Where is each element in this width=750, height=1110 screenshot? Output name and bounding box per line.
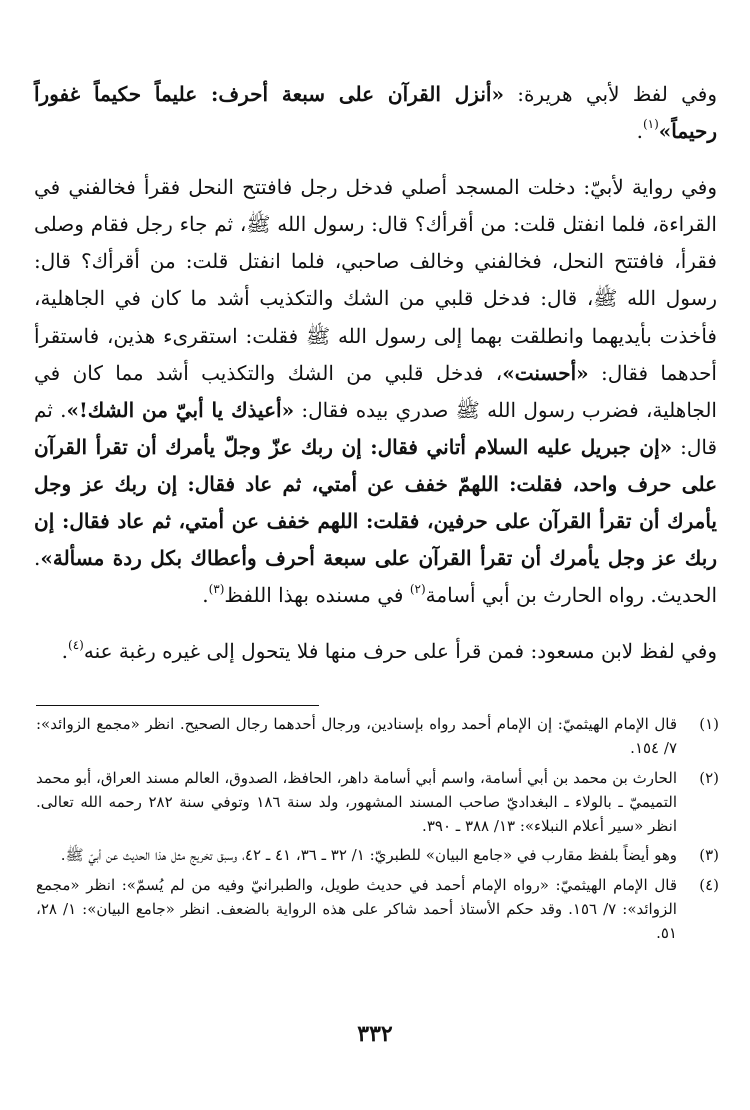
footnote-ref-3: (٣) [208,581,225,596]
footnote-ref-4: (٤) [68,637,84,652]
p2-bold-2: «أعيذك يا أبيّ من الشك!» [66,397,295,422]
footnote-number: (٤) [699,875,719,894]
footnote-1 [36,712,719,761]
footnote-number: (٣) [699,846,719,865]
footnote-text: الحارث بن محمد بن أبي أسامة، واسم أبي أسامة داهر، الحافظ، الصدوق، العالم مسند العراق، أبو محمد التميميّ ـ بالولاء ـ البغداديّ صاحب المسند المشهور، ولد سنة ١٨٦ وتوفي سنة ٢٨٢ رحمه الله تعالى. انظر «سير أعلام النبلاء»: ١٣/ ٣٨٨ ـ ٣٩٠. [36,768,677,836]
p2-text-2: ، فدخل قلبي من الشك والتكذيب أشد مما كان في الجاهلية، فضرب رسول الله ﷺ صدري بيده فقال: [34,360,717,422]
p2-text-1: وفي رواية لأبيّ: دخلت المسجد أصلي فدخل رجل فافتتح النحل فقرأ فخالفني في القراءة، فلما انفتل قلت: من أقرأك؟ قال: رسول الله ﷺ، ثم جاء رجل فقام وصلى فقرأ، فافتتح النحل، فخالفني وخالف صاحبي، فلما انفتل قلت: من أقرأك؟ قال: رسول الله ﷺ، قال: فدخل قلبي من الشك والتكذيب أشد ما كان في الجاهلية، فأخذت بأيديهما وانطلقت بهما إلى رسول الله ﷺ فقلت: استقرىء هذين، فاستقرأ أحدهما فقال: [34,175,717,385]
paragraph-abu-hurayra [34,76,717,150]
p1-lead: وفي لفظ لأبي هريرة: [503,82,718,106]
p1-tail: . [636,119,643,144]
p2-bold-3: «إن جبريل عليه السلام أتاني فقال: إن ربك عزّ وجلّ يأمرك أن تقرأ القرآن على حرف واحد، فقلت: اللهمّ خفف عن أمتي، ثم عاد فقال: إن ربك عز وجل يأمرك أن تقرأ القرآن على حرفين، فقلت: اللهم خفف عن أمتي، ثم عاد فقال: إن ربك عز وجل يأمرك أن تقرأ القرآن على سبعة أحرف وأعطاك بكل ردة مسألة» [34,434,717,571]
footnote-number: (٢) [699,768,719,787]
footnote-ref-1: (١) [642,117,659,132]
footnote-text: قال الإمام الهيثميّ: «رواه الإمام أحمد في حديث طويل، والطبرانيّ وفيه من لم يُسمّ»: انظر «مجمع الزوائد»: ٧/ ١٥٦. وقد حكم الأستاذ أحمد شاكر على هذه الرواية بالضعف. انظر «جامع البيان»: ١/ ٢٨، ٥١. [36,875,677,943]
footnotes [36,712,719,951]
page-number: ٣٣٢ [357,1021,393,1047]
p3-tail: . [61,639,69,664]
p2-text-3: . ثم قال: [34,397,718,459]
footnote-3 [36,843,719,867]
p2-text-4: . الحديث. رواه الحارث بن أبي أسامة [34,546,717,608]
p3-text: وفي لفظ لابن مسعود: فمن قرأ على حرف منها فلا يتحول إلى غيره رغبة عنه [83,639,717,664]
footnote-4 [36,873,719,946]
p2-bold-1: «أحسنت» [502,360,589,385]
footnote-2 [36,766,719,839]
paragraph-ibn-masud [34,633,717,670]
footnote-number: (١) [699,715,719,733]
footnote-text: وهو أيضاً بلفظ مقارب في «جامع البيان» للطبريّ: ١/ ٣٢ ـ ٣٦، ٤١ ـ ٤٢، وسبق تخريج مثل هذا الحديث عن أبيّ ﷺ. [60,846,677,865]
p1-quote: «أنزل القرآن على سبعة أحرف: عليماً حكيماً غفوراً رحيماً» [34,82,717,144]
footnote-text: قال الإمام الهيثميّ: إن الإمام أحمد رواه بإسنادين، ورجال أحدهما رجال الصحيح. انظر «مجمع الزوائد»: ٧/ ١٥٤. [36,715,677,758]
footnote-ref-2: (٢) [409,581,426,596]
main-text [34,76,717,670]
p2-text-6: . [202,583,209,608]
p2-text-5: في مسنده بهذا اللفظ [224,583,410,608]
footnote-separator [36,705,319,706]
paragraph-ubayy [34,169,717,614]
